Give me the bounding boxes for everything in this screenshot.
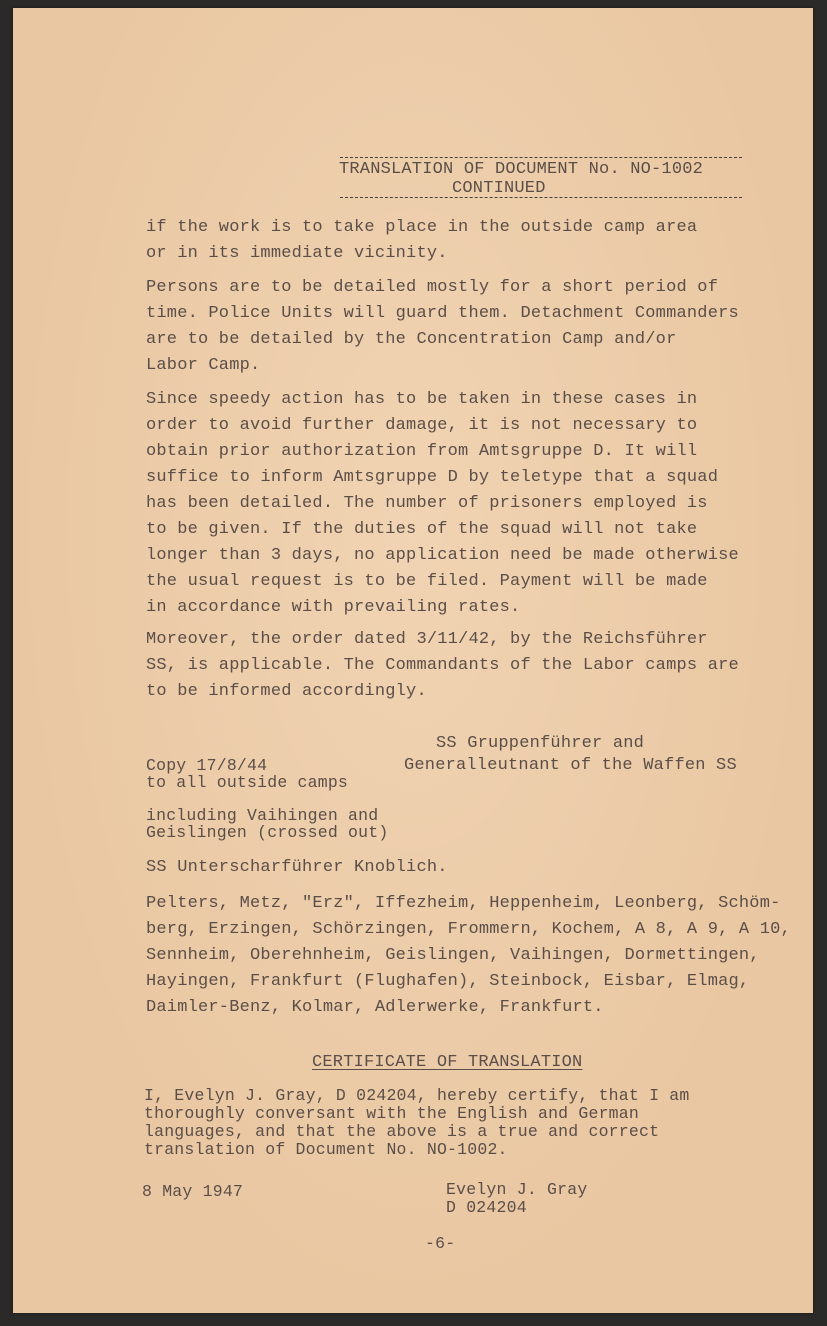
page-title: TRANSLATION OF DOCUMENT No. NO-1002 [339,160,704,179]
camps-line: Pelters, Metz, "Erz", Iffezheim, Heppenheim, Leonberg, Schöm- [146,894,781,913]
text-line: obtain prior authorization from Amtsgruppe D. It will [146,442,698,461]
camps-line: Sennheim, Oberehnheim, Geislingen, Vaihingen, Dormettingen, [146,946,760,965]
copy-note-recipients: to all outside camps [146,773,349,792]
signer-id: D 024204 [446,1198,527,1217]
text-line: Persons are to be detailed mostly for a short period of [146,278,719,297]
text-line: to be given. If the duties of the squad will not take [146,520,698,539]
camps-line: Daimler-Benz, Kolmar, Adlerwerke, Frankfurt. [146,998,604,1017]
certificate-date: 8 May 1947 [142,1182,244,1201]
certificate-line: thoroughly conversant with the English and German [144,1104,639,1123]
page-subtitle: CONTINUED [452,179,546,198]
text-line: longer than 3 days, no application need be made otherwise [146,546,739,565]
copy-note-date: Copy 17/8/44 [146,756,268,775]
camps-line: Hayingen, Frankfurt (Flughafen), Steinbock, Eisbar, Elmag, [146,972,750,991]
certificate-heading: CERTIFICATE OF TRANSLATION [312,1053,583,1072]
certificate-line: languages, and that the above is a true and correct [144,1122,660,1141]
signer-name: Evelyn J. Gray [446,1180,588,1199]
text-line: or in its immediate vicinity. [146,244,448,263]
text-line: suffice to inform Amtsgruppe D by teletype that a squad [146,468,719,487]
header-bottom-rule [340,197,742,198]
document-page [13,8,813,1313]
text-line: if the work is to take place in the outside camp area [146,218,698,237]
text-line: the usual request is to be filed. Payment will be made [146,572,708,591]
copy-note-including: including Vaihingen and [146,806,379,825]
recipient-name: SS Unterscharführer Knoblich. [146,858,448,877]
text-line: time. Police Units will guard them. Detachment Commanders [146,304,739,323]
text-line: order to avoid further damage, it is not necessary to [146,416,698,435]
text-line: are to be detailed by the Concentration Camp and/or [146,330,677,349]
signature-rank: SS Gruppenführer and [436,734,645,753]
text-line: in accordance with prevailing rates. [146,598,521,617]
certificate-line: I, Evelyn J. Gray, D 024204, hereby certify, that I am [144,1086,690,1105]
page-number: -6- [425,1234,456,1253]
text-line: has been detailed. The number of prisoners employed is [146,494,708,513]
text-line: Moreover, the order dated 3/11/42, by the Reichsführer [146,630,708,649]
camps-line: berg, Erzingen, Schörzingen, Frommern, Kochem, A 8, A 9, A 10, [146,920,791,939]
text-line: SS, is applicable. The Commandants of the Labor camps are [146,656,739,675]
text-line: Labor Camp. [146,356,261,375]
text-line: to be informed accordingly. [146,682,427,701]
signature-title: Generalleutnant of the Waffen SS [404,756,737,775]
certificate-line: translation of Document No. NO-1002. [144,1140,508,1159]
text-line: Since speedy action has to be taken in these cases in [146,390,698,409]
copy-note-crossed-out: Geislingen (crossed out) [146,823,389,842]
